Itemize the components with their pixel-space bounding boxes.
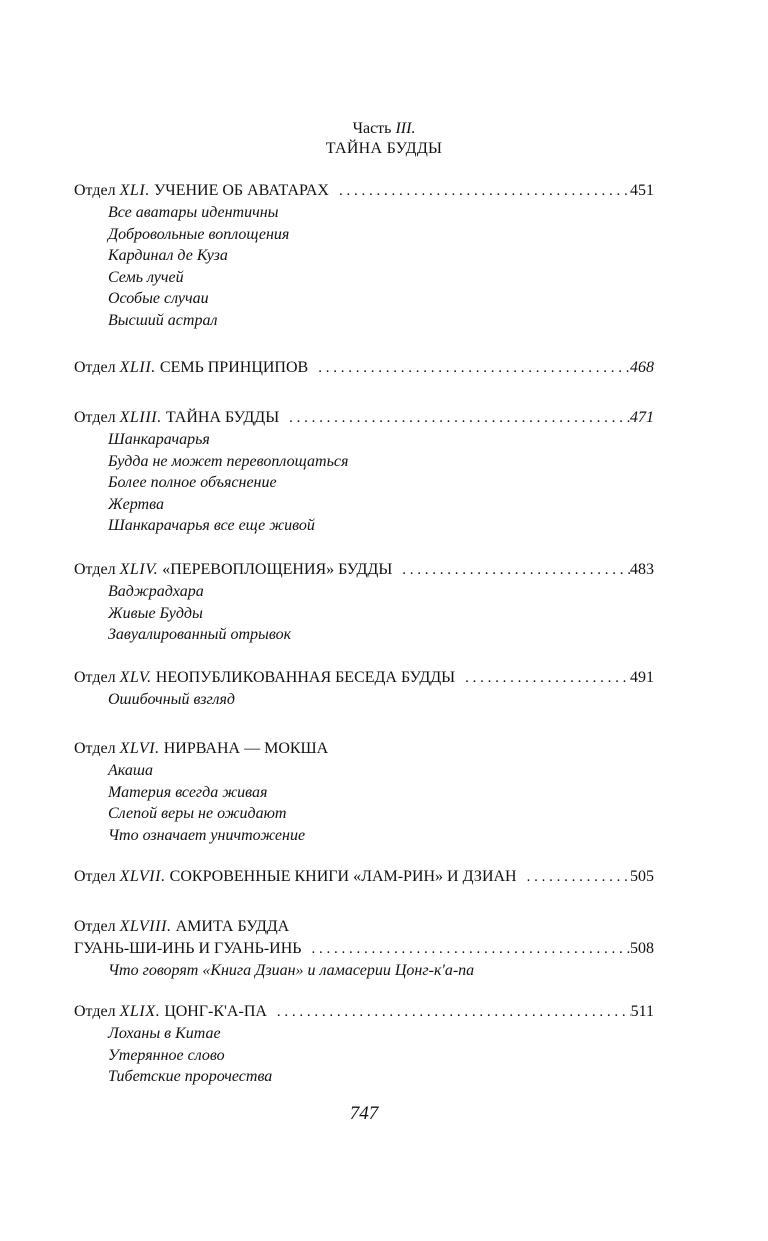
- part-number: III.: [395, 120, 416, 137]
- otdel-word: Отдел: [74, 561, 116, 578]
- subsection: Жертва: [108, 495, 164, 513]
- toc-entry-xlvii: [74, 866, 654, 888]
- subsection: Слепой веры не ожидают: [108, 805, 287, 822]
- section-number: XLVIII.: [119, 918, 172, 935]
- section-number: XLIII.: [119, 409, 162, 426]
- subsection: Все аватары идентичны: [108, 204, 279, 221]
- subsection: Семь лучей: [108, 268, 184, 286]
- section-number: XLVI.: [119, 740, 160, 757]
- subsection: Ошибочный взгляд: [108, 691, 235, 708]
- page-ref: 471: [630, 409, 654, 426]
- dot-leader: [301, 938, 630, 960]
- toc-line: [74, 667, 654, 689]
- toc-line: [74, 180, 654, 202]
- dot-leader: [308, 357, 630, 379]
- subsection: Высший астрал: [108, 311, 218, 329]
- page-title: ТАЙНА БУДДЫ: [325, 140, 443, 157]
- section-number: XLII.: [119, 359, 156, 376]
- section-number: XLIX.: [119, 1003, 161, 1020]
- section-number: XLIV.: [119, 561, 159, 578]
- section-heading: АМИТА БУДДА: [175, 918, 290, 935]
- part-heading: [0, 119, 768, 139]
- toc-line: [74, 866, 654, 888]
- page-ref: 511: [630, 1003, 654, 1020]
- subsection: Ваджрадхара: [108, 583, 204, 600]
- page-ref: 468: [630, 359, 654, 376]
- subsection: Шанкарачарья: [108, 431, 210, 448]
- section-heading: «ПЕРЕВОПЛОЩЕНИЯ» БУДДЫ: [162, 561, 393, 578]
- subsection: Утерянное слово: [108, 1046, 225, 1064]
- otdel-word: Отдел: [74, 182, 116, 199]
- otdel-word: Отдел: [74, 359, 116, 376]
- page-ref: 451: [630, 182, 654, 199]
- otdel-word: Отдел: [74, 1003, 116, 1020]
- section-number: XLVII.: [119, 868, 166, 885]
- page-number: 747: [349, 1103, 379, 1124]
- subsection: Что означает уничтожение: [108, 826, 306, 844]
- dot-leader: [279, 407, 630, 429]
- page-ref: 483: [630, 561, 654, 578]
- subsection: Материя всегда живая: [108, 783, 268, 801]
- dot-leader: [392, 559, 630, 581]
- section-heading: СЕМЬ ПРИНЦИПОВ: [159, 359, 309, 376]
- section-heading: НЕОПУБЛИКОВАННАЯ БЕСЕДА БУДДЫ: [155, 669, 456, 686]
- page-ref: 491: [630, 669, 654, 686]
- section-heading: СОКРОВЕННЫЕ КНИГИ «ЛАМ-РИН» И ДЗИАН: [169, 868, 517, 885]
- toc-entry-xlv: [74, 667, 654, 711]
- toc-entry-xli: [74, 180, 654, 331]
- section-number: XLI.: [119, 182, 150, 199]
- toc-line: [74, 916, 654, 938]
- subsection: Акаша: [108, 762, 153, 779]
- subsection: Шанкарачарья все еще живой: [108, 517, 315, 534]
- page-ref: 508: [630, 940, 654, 957]
- toc-entry-xlii: [74, 357, 654, 379]
- toc-entry-xlviii: [74, 916, 654, 982]
- otdel-word: Отдел: [74, 409, 116, 426]
- toc-entry-xlvi: [74, 738, 654, 846]
- section-heading: НИРВАНА — МОКША: [163, 740, 329, 757]
- toc-line: [74, 357, 654, 379]
- section-heading: УЧЕНИЕ ОБ АВАТАРАХ: [153, 182, 329, 199]
- subsection: Будда не может перевоплощаться: [108, 452, 349, 470]
- dot-leader: [455, 667, 630, 689]
- subsection: Кардинал де Куза: [108, 247, 228, 264]
- otdel-word: Отдел: [74, 918, 116, 935]
- subsection: Что говорят «Книга Дзиан» и ламасерии Цонг-к'а-па: [108, 962, 475, 979]
- dot-leader: [267, 1001, 631, 1023]
- section-number: XLV.: [119, 669, 152, 686]
- dot-leader: [329, 180, 630, 202]
- toc-line: [74, 1001, 654, 1023]
- part-label: Часть: [352, 120, 392, 137]
- toc-line: [74, 938, 654, 960]
- toc-line: [74, 559, 654, 581]
- otdel-word: Отдел: [74, 669, 116, 686]
- toc-line: [74, 407, 654, 429]
- toc-entry-xliv: [74, 559, 654, 646]
- toc-line: [74, 738, 654, 760]
- subsection: Живые Будды: [108, 604, 203, 622]
- section-heading-continued: ГУАНЬ-ШИ-ИНЬ И ГУАНЬ-ИНЬ: [74, 940, 302, 957]
- subsection: Завуалированный отрывок: [108, 626, 292, 643]
- subsection: Особые случаи: [108, 290, 209, 307]
- subsection: Более полное объяснение: [108, 474, 277, 491]
- subsection: Лоханы в Китае: [108, 1025, 221, 1042]
- toc-entry-xlix: [74, 1001, 654, 1088]
- section-heading: ЦОНГ-К'А-ПА: [164, 1003, 267, 1020]
- subsection: Добровольные воплощения: [108, 225, 290, 243]
- section-heading: ТАЙНА БУДДЫ: [165, 409, 280, 426]
- toc-entry-xliii: [74, 407, 654, 537]
- otdel-word: Отдел: [74, 868, 116, 885]
- subsection: Тибетские пророчества: [108, 1068, 273, 1085]
- otdel-word: Отдел: [74, 740, 116, 757]
- dot-leader: [517, 866, 630, 888]
- page-ref: 505: [630, 868, 654, 885]
